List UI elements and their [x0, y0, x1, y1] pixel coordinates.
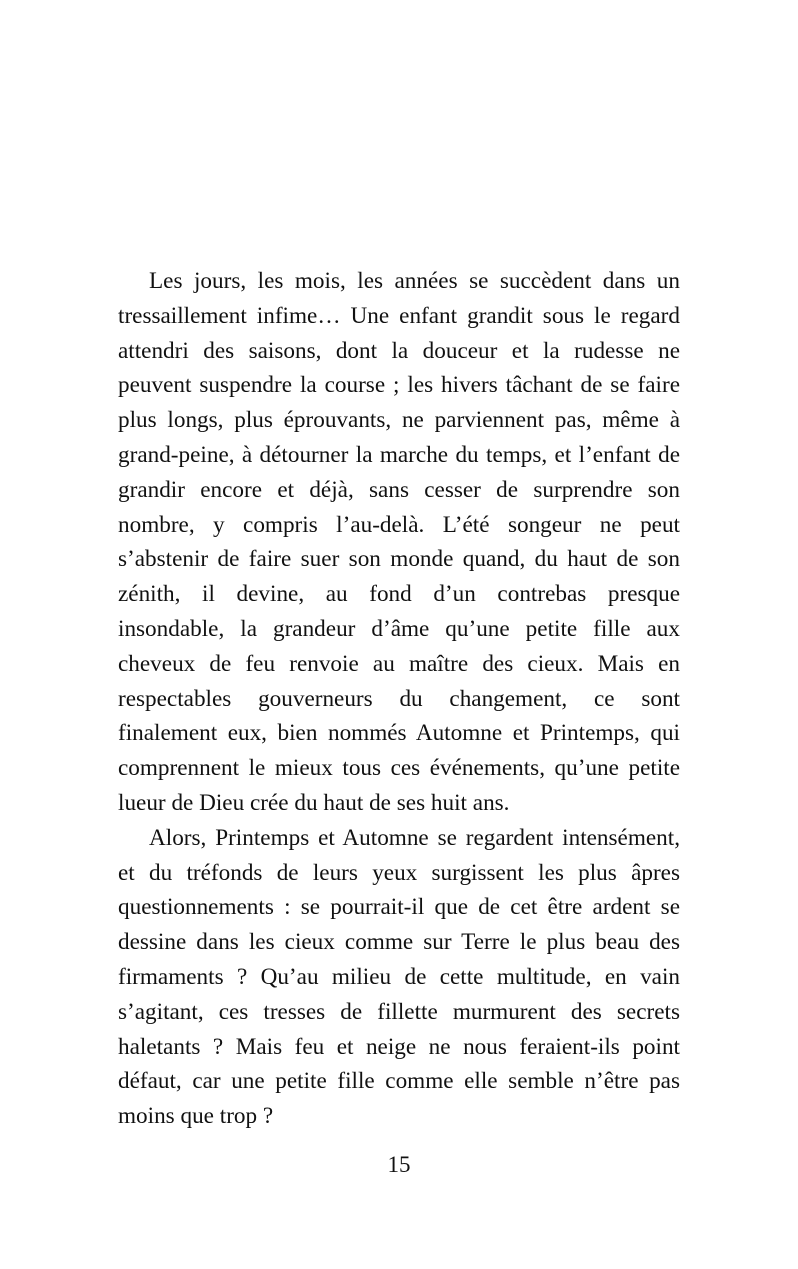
page-number: 15	[387, 1152, 411, 1177]
paragraph-1: Les jours, les mois, les années se succèdent dans un tressaillement infime… Une enfant grandit sous le regard attendri des saisons, dont la douceur et la rudesse ne peuvent suspendre la course ; les hivers tâchant de se faire plus longs, plus éprouvants, ne parviennent pas, même à grand-peine, à détourner la marche du temps, et l’enfant de grandir encore et déjà, sans cesser de surprendre son nombre, y compris l’au-delà. L’été songeur ne peut s’abstenir de faire suer son monde quand, du haut de son zénith, il devine, au fond d’un contrebas presque insondable, la grandeur d’âme qu’une petite fille aux cheveux de feu renvoie au maître des cieux. Mais en respectables gouverneurs du changement, ce sont finalement eux, bien nommés Automne et Printemps, qui comprennent le mieux tous ces événements, qu’une petite lueur de Dieu crée du haut de ses huit ans.	[118, 268, 680, 816]
paragraph-2: Alors, Printemps et Automne se regardent intensément, et du tréfonds de leurs yeux surgissent les plus âpres questionnements : se pourrait-il que de cet être ardent se dessine dans les cieux comme sur Terre le plus beau des firmaments ? Qu’au milieu de cette multitude, en vain s’agitant, ces tresses de fillette murmurent des secrets haletants ? Mais feu et neige ne nous feraient-ils point défaut, car une petite fille comme elle semble n’être pas moins que trop ?	[118, 824, 680, 1130]
body-text	[118, 264, 680, 1134]
